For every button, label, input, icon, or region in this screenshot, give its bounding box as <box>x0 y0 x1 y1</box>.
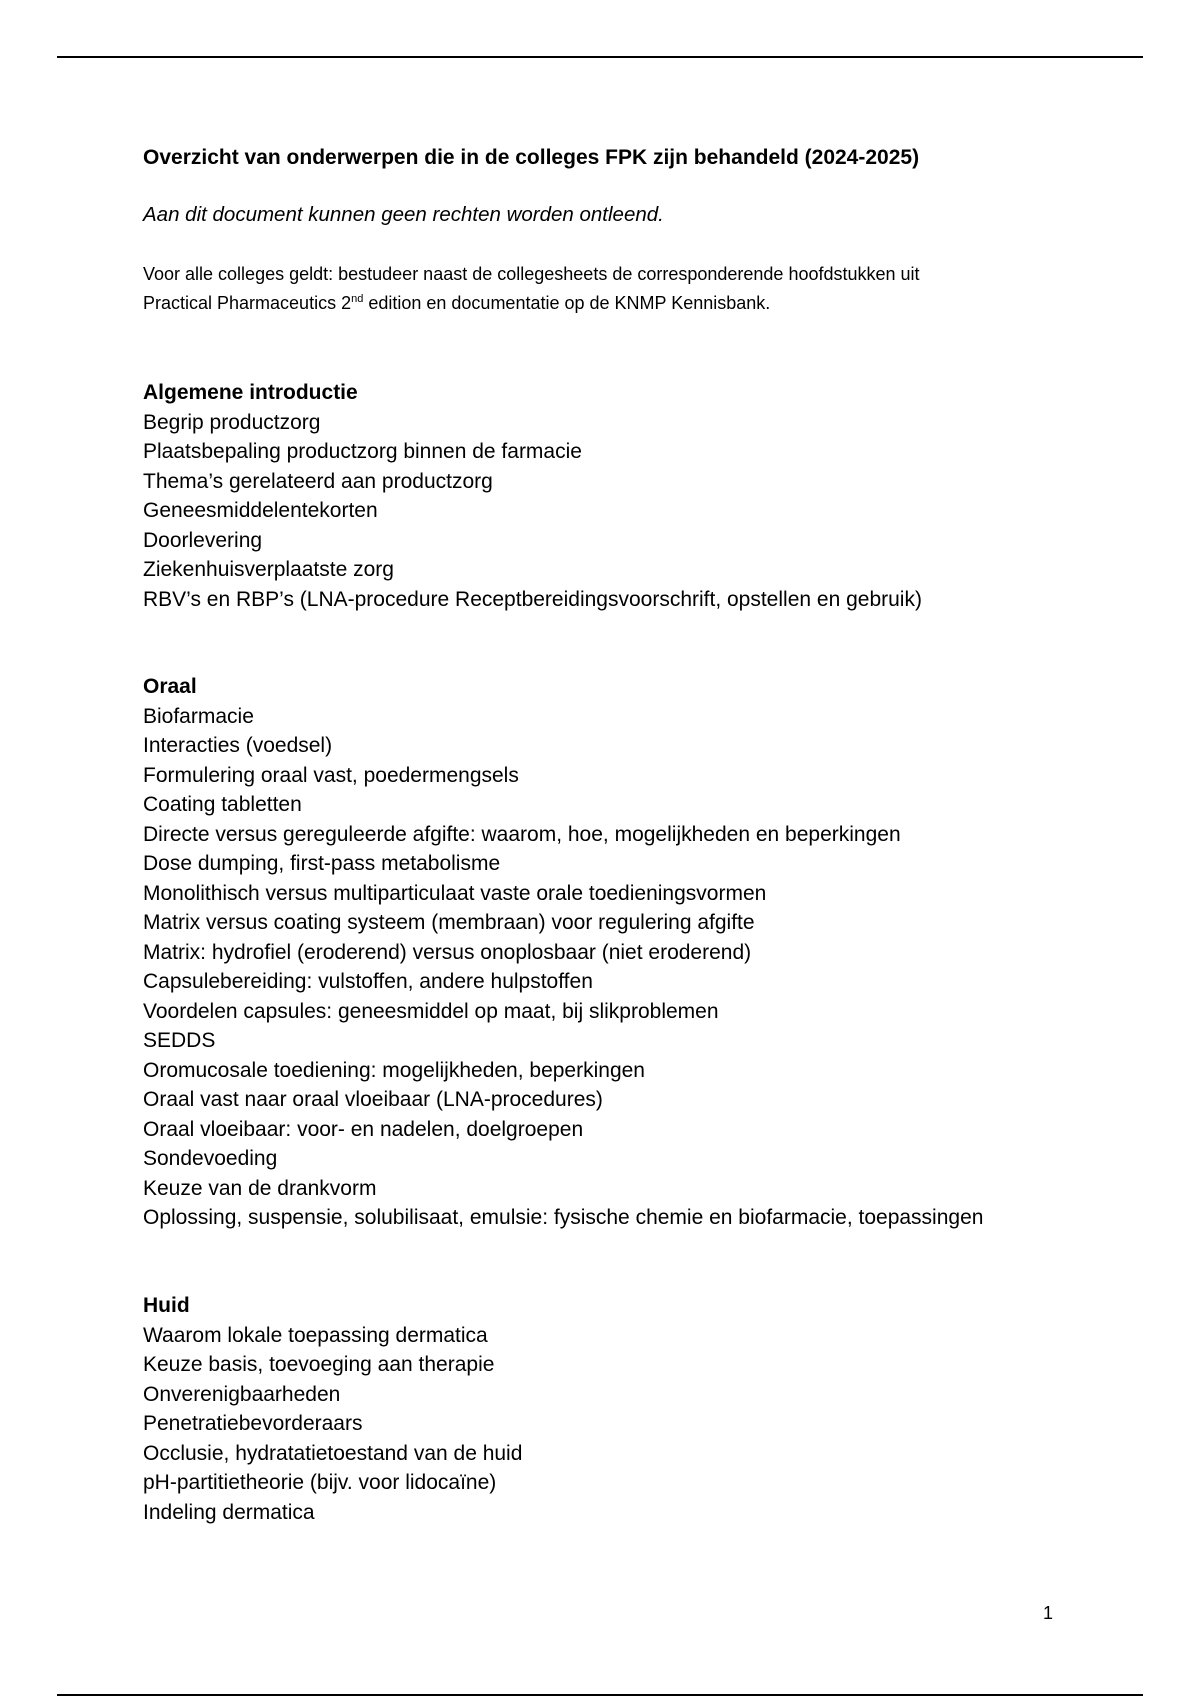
list-item: Ziekenhuisverplaatste zorg <box>143 558 394 581</box>
intro-line <box>143 289 920 318</box>
list-item: Capsulebereiding: vulstoffen, andere hulpstoffen <box>143 970 593 993</box>
list-item: pH-partitietheorie (bijv. voor lidocaïne) <box>143 1471 497 1494</box>
list-item: Penetratiebevorderaars <box>143 1412 363 1435</box>
intro-text: edition en documentatie op de KNMP Kennisbank. <box>363 293 771 313</box>
list-item: Indeling dermatica <box>143 1500 315 1524</box>
page-number: 1 <box>1043 1603 1054 1623</box>
list-item: Directe versus gereguleerde afgifte: waarom, hoe, mogelijkheden en beperkingen <box>143 822 901 846</box>
section-heading: Huid <box>143 1294 190 1317</box>
list-item: Oromucosale toediening: mogelijkheden, beperkingen <box>143 1058 645 1082</box>
list-item: Biofarmacie <box>143 704 254 728</box>
intro-paragraph <box>143 260 920 318</box>
section-heading: Oraal <box>143 675 197 698</box>
footer-rule <box>57 1694 1143 1696</box>
topic-list <box>143 702 983 1233</box>
list-item: Onverenigbaarheden <box>143 1382 341 1406</box>
section-oraal <box>143 672 983 1233</box>
list-item: Thema’s gerelateerd aan productzorg <box>143 469 493 493</box>
disclaimer: Aan dit document kunnen geen rechten worden ontleend. <box>143 203 664 226</box>
intro-line: Voor alle colleges geldt: bestudeer naast de collegesheets de corresponderende hoofdstukken uit <box>143 264 920 284</box>
list-item: RBV’s en RBP’s (LNA-procedure Receptbereidingsvoorschrift, opstellen en gebruik) <box>143 587 922 611</box>
list-item: Plaatsbepaling productzorg binnen de farmacie <box>143 440 582 463</box>
list-item: Monolithisch versus multiparticulaat vaste orale toedieningsvormen <box>143 881 767 905</box>
list-item: Geneesmiddelentekorten <box>143 499 378 522</box>
list-item: Begrip productzorg <box>143 410 321 434</box>
header-rule <box>57 56 1143 58</box>
list-item: Matrix: hydrofiel (eroderend) versus onoplosbaar (niet eroderend) <box>143 940 752 964</box>
list-item: Oplossing, suspensie, solubilisaat, emulsie: fysische chemie en biofarmacie, toepassingen <box>143 1206 984 1229</box>
section-algemene-introductie <box>143 378 922 614</box>
list-item: Waarom lokale toepassing dermatica <box>143 1323 488 1347</box>
list-item: Interacties (voedsel) <box>143 734 333 757</box>
document-title: Overzicht van onderwerpen die in de colleges FPK zijn behandeld (2024-2025) <box>143 146 920 169</box>
list-item: Voordelen capsules: geneesmiddel op maat, bij slikproblemen <box>143 999 719 1023</box>
superscript: nd <box>351 293 364 305</box>
list-item: Sondevoeding <box>143 1147 278 1170</box>
topic-list <box>143 408 922 615</box>
list-item: Dose dumping, first-pass metabolisme <box>143 852 501 875</box>
list-item: Keuze van de drankvorm <box>143 1176 377 1200</box>
list-item: Keuze basis, toevoeging aan therapie <box>143 1353 495 1376</box>
list-item: SEDDS <box>143 1029 216 1052</box>
list-item: Oraal vloeibaar: voor- en nadelen, doelgroepen <box>143 1117 584 1141</box>
list-item: Occlusie, hydratatietoestand van de huid <box>143 1441 523 1465</box>
list-item: Oraal vast naar oraal vloeibaar (LNA-procedures) <box>143 1088 603 1111</box>
list-item: Doorlevering <box>143 528 263 552</box>
topic-list <box>143 1321 522 1528</box>
list-item: Matrix versus coating systeem (membraan) voor regulering afgifte <box>143 911 755 934</box>
list-item: Formulering oraal vast, poedermengsels <box>143 763 519 787</box>
list-item: Coating tabletten <box>143 793 302 816</box>
intro-text: Practical Pharmaceutics 2 <box>143 293 352 313</box>
section-heading: Algemene introductie <box>143 381 358 404</box>
section-huid <box>143 1291 522 1527</box>
